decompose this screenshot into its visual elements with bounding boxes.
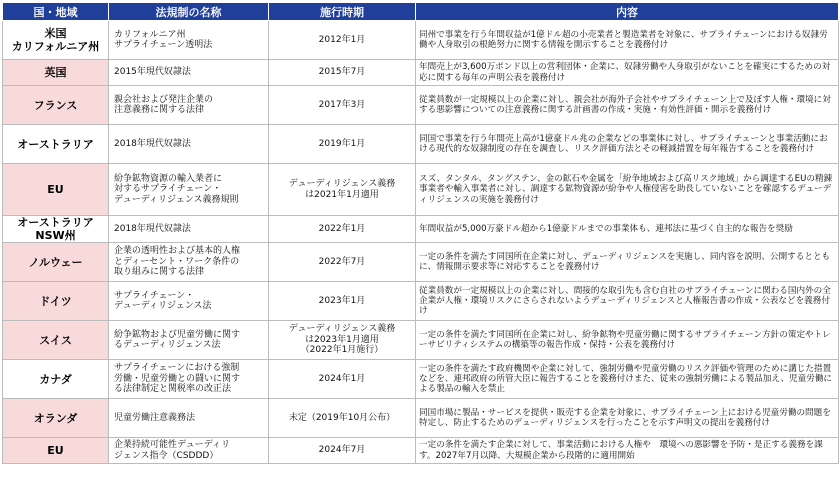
country-cell: フランス	[3, 86, 109, 125]
effective-date-cell: 2023年1月	[269, 282, 416, 321]
regulation-table	[2, 2, 839, 464]
content-cell: 一定の条件を満たす政府機関や企業に対して、強制労働や児童労働のリスク評価や管理のために講じた措置などを、連邦政府の所管大臣に報告することを義務付けまた、従来の強制労働による製品加え、児童労働による製品の輸入を禁止	[416, 360, 839, 399]
effective-date-cell: 2022年7月	[269, 243, 416, 282]
law-name-cell: 2018年現代奴隷法	[109, 125, 269, 164]
table-row	[3, 60, 839, 86]
law-name-cell: カリフォルニア州 サプライチェーン透明法	[109, 21, 269, 60]
law-name-cell: 企業の透明性および基本的人権 とディーセント・ワーク条件の 取り組みに関する法律	[109, 243, 269, 282]
table-row	[3, 321, 839, 360]
table-row	[3, 243, 839, 282]
header-effective-date: 施行時期	[269, 3, 416, 21]
content-cell: 一定の条件を満たす企業に対して、事業活動における人権や 環境への悪影響を予防・是正する義務を課す。2027年7月以降、大規模企業から段階的に適用開始	[416, 438, 839, 464]
country-cell: ノルウェー	[3, 243, 109, 282]
law-name-cell: 児童労働注意義務法	[109, 399, 269, 438]
content-cell: 同国市場に製品・サービスを提供・販売する企業を対象に、サプライチェーン上における児童労働の問題を特定し、防止するためのデューディリジェンスを行ったことを示す声明文の提出を義務付け	[416, 399, 839, 438]
table-row	[3, 21, 839, 60]
law-name-cell: 2015年現代奴隷法	[109, 60, 269, 86]
table-row	[3, 164, 839, 216]
country-cell: カナダ	[3, 360, 109, 399]
table-row	[3, 399, 839, 438]
table-row	[3, 125, 839, 164]
country-cell: ドイツ	[3, 282, 109, 321]
table-header-row	[3, 3, 839, 21]
content-cell: 年間収益が5,000万豪ドル超から1億豪ドルまでの事業体も、連邦法に基づく自主的な報告を奨励	[416, 216, 839, 243]
effective-date-cell: 2012年1月	[269, 21, 416, 60]
header-content: 内容	[416, 3, 839, 21]
table-row	[3, 216, 839, 243]
law-name-cell: 親会社および発注企業の 注意義務に関する法律	[109, 86, 269, 125]
effective-date-cell: 2024年1月	[269, 360, 416, 399]
law-name-cell: 紛争鉱物および児童労働に関す るデューディリジェンス法	[109, 321, 269, 360]
table-row	[3, 282, 839, 321]
law-name-cell: 紛争鉱物資源の輸入業者に 対するサプライチェーン・ デューディリジェンス義務規則	[109, 164, 269, 216]
effective-date-cell: 未定（2019年10月公布）	[269, 399, 416, 438]
table-row	[3, 438, 839, 464]
effective-date-cell: 2019年1月	[269, 125, 416, 164]
effective-date-cell: 2022年1月	[269, 216, 416, 243]
header-law-name: 法規制の名称	[109, 3, 269, 21]
effective-date-cell: デューディリジェンス義務 は2023年1月適用 （2022年1月施行）	[269, 321, 416, 360]
country-cell: オーストラリア NSW州	[3, 216, 109, 243]
law-name-cell: サプライチェーン・ デューディリジェンス法	[109, 282, 269, 321]
country-cell: 英国	[3, 60, 109, 86]
country-cell: 米国 カリフォルニア州	[3, 21, 109, 60]
content-cell: 同州で事業を行う年間収益が1億ドル超の小売業者と製造業者を対象に、サプライチェーンにおける奴隷労働や人身取引の根絶努力に関する情報を開示することを義務付け	[416, 21, 839, 60]
effective-date-cell: 2015年7月	[269, 60, 416, 86]
law-name-cell: 企業持続可能性デューディリ ジェンス指令（CSDDD）	[109, 438, 269, 464]
law-name-cell: 2018年現代奴隷法	[109, 216, 269, 243]
law-name-cell: サプライチェーンにおける強制 労働・児童労働との闘いに関す る法律制定と関税率の改正法	[109, 360, 269, 399]
content-cell: 年間売上が3,600万ポンド以上の営利団体・企業に、奴隷労働や人身取引がないことを確実にするための対応に関する毎年の声明公表を義務付け	[416, 60, 839, 86]
country-cell: オーストラリア	[3, 125, 109, 164]
country-cell: EU	[3, 164, 109, 216]
content-cell: 一定の条件を満たす同国所在企業に対し、デューディリジェンスを実施し、同内容を説明、公開するとともに、情報開示要求等に対応することを義務付け	[416, 243, 839, 282]
country-cell: スイス	[3, 321, 109, 360]
content-cell: 従業員数が一定規模以上の企業に対し、間接的な取引先も含む自社のサプライチェーンに関わる国内外の全企業が人権・環境リスクにさらされないようデューディリジェンスと人権報告書の作成・公表などを義務付け	[416, 282, 839, 321]
table-row	[3, 86, 839, 125]
header-country: 国・地域	[3, 3, 109, 21]
effective-date-cell: デューディリジェンス義務 は2021年1月適用	[269, 164, 416, 216]
content-cell: 同国で事業を行う年間売上高が1億豪ドル兆の企業などの事業体に対し、サプライチェーンと事業活動における現代的な奴隷制度の存在を調査し、リスク評価方法とその軽減措置を毎年報告することを義務付け	[416, 125, 839, 164]
content-cell: 一定の条件を満たす同国所在企業に対し、紛争鉱物や児童労働に関するサプライチェーン方針の策定やトレーサビリティシステムの構築等の報告作成・保持・公表を義務付け	[416, 321, 839, 360]
effective-date-cell: 2017年3月	[269, 86, 416, 125]
effective-date-cell: 2024年7月	[269, 438, 416, 464]
table-row	[3, 360, 839, 399]
country-cell: オランダ	[3, 399, 109, 438]
content-cell: 従業員数が一定規模以上の企業に対し、親会社が海外子会社やサプライチェーン上で及ぼす人権・環境に対する悪影響についての注意義務に関する計画書の作成・実施・有効性評価・開示を義務付け	[416, 86, 839, 125]
content-cell: スズ、タンタル、タングステン、金の鉱石や金属を「紛争地域および高リスク地域」から調達するEUの精錬事業者や輸入事業者に対し、調達する鉱物資源が紛争や人権侵害を助長していないことを確認するデューディリジェンスの実施を義務付け	[416, 164, 839, 216]
country-cell: EU	[3, 438, 109, 464]
